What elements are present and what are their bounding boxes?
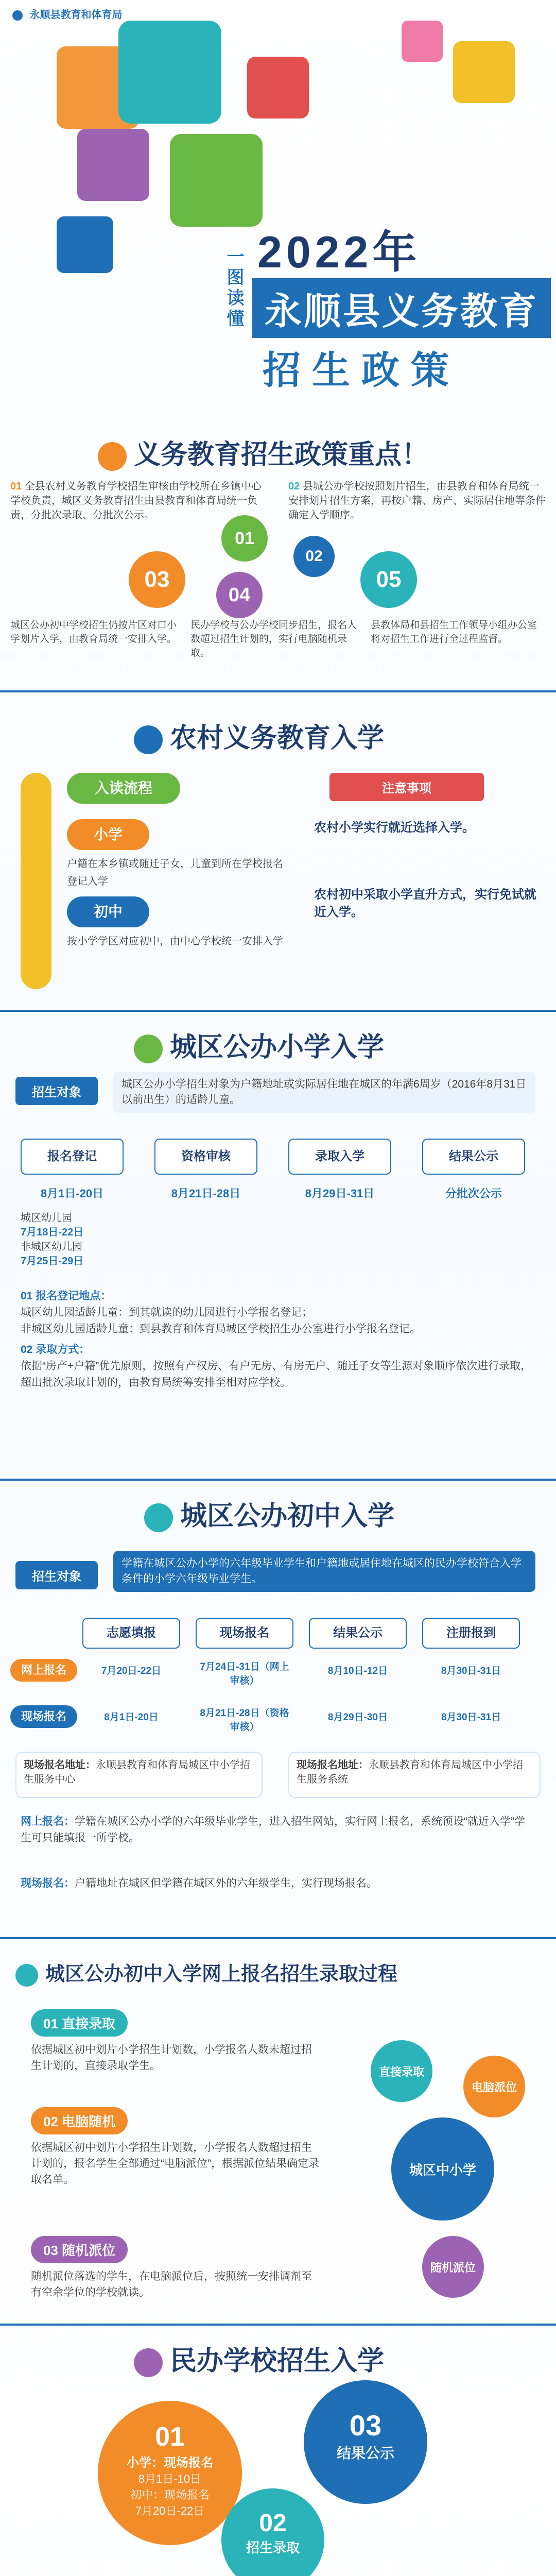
online-process-title: 城区公办初中入学网上报名招生录取过程 [15, 1958, 397, 1987]
decor-square-teal [118, 21, 221, 124]
city-primary-substeps: 城区幼儿园 7月18日-22日 非城区幼儿园 7月25日-29日 [21, 1212, 84, 1267]
rural-step-primary: 小学 [67, 819, 149, 850]
city-primary-notes: 01 报名登记地点： 城区幼儿园适龄儿童：到其就读的幼儿园进行小学报名登记； 非城区幼儿园适龄儿童：到县教育和体育局城区学校招生办公室进行小学报名登记。 02 录取方式： 依据“房产+户籍”优先原则，按照有产权房、有户无房、有房无户、随迁子女等生源对象顺序依次进行录取，超出批次录取计划的，由教育局统筹安排至相对应学校。 [21, 1290, 532, 1388]
online-diagram-item-3: 随机派位 [422, 2236, 484, 2298]
online-diagram-item-1: 直接录取 [371, 2040, 432, 2102]
rural-attention-2: 农村初中采取小学直升方式，实行免试就近入学。 [314, 888, 536, 919]
highlight-2: 02 县城公办学校按照划片招生，由县教育和体育局统一安排划片招生方案，再按户籍、房产、实际居住地等条件确定入学顺序。 [288, 481, 546, 521]
school-icon [134, 725, 163, 754]
badge-icon [98, 442, 127, 471]
city-primary-step-4: 结果公示 [422, 1139, 525, 1175]
private-title: 民办学校招生入学 [134, 2339, 384, 2378]
divider [0, 690, 556, 692]
header-year: 2022年 [257, 228, 421, 277]
rural-middle-note: 按小学学区对应初中，由中心学校统一安排入学 [67, 936, 283, 947]
online-step-2: 02 电脑随机 依据城区初中划片小学招生计划数，小学报名人数超过招生计划的，报名学生全部通过“电脑派位”，根据派位结果确定录取名单。 [31, 2107, 319, 2188]
city-primary-step-3: 录取入学 [288, 1139, 391, 1175]
city-primary-title: 城区公办小学入学 [134, 1025, 384, 1064]
city-middle-row2-date-4: 8月30日-31日 [441, 1712, 501, 1723]
school-icon [134, 1035, 163, 1063]
decor-square-blue [57, 216, 113, 273]
rural-attention-1: 农村小学实行就近选择入学。 [314, 821, 475, 835]
decor-square-red [247, 57, 309, 118]
decor-square-yellow [453, 41, 515, 103]
vertical-tag: 一图读懂 [224, 247, 244, 330]
city-middle-step-3: 结果公示 [309, 1618, 407, 1649]
rural-title: 农村义务教育入学 [134, 716, 384, 755]
city-primary-date-2: 8月21日-28日 [171, 1187, 241, 1200]
city-middle-row1-date-4: 8月30日-31日 [441, 1666, 501, 1676]
city-middle-row1-date-1: 7月20日-22日 [101, 1666, 162, 1676]
rural-primary-note: 户籍在本乡镇或随迁子女，儿童到所在学校报名登记入学 [67, 858, 283, 887]
online-diagram-center: 城区中小学 [391, 2117, 494, 2221]
city-middle-row2-date-2: 8月21日-28日（资格审核） [200, 1708, 289, 1733]
private-circle-2: 02 招生录取 [221, 2488, 324, 2576]
brand-header [0, 0, 556, 24]
city-primary-target-text: 城区公办小学招生对象为户籍地址或实际居住地在城区的年满6周岁（2016年8月31日以前出生）的适龄儿童。 [113, 1072, 535, 1113]
city-primary-date-3: 8月29日-31日 [305, 1187, 375, 1200]
highlight-circle-05: 05 [360, 551, 417, 608]
private-circle-3: 03 结果公示 [304, 2380, 427, 2504]
brand-name: 永顺县教育和体育局 [29, 9, 123, 21]
city-middle-row1-date-2: 7月24日-31日（网上审核） [200, 1662, 289, 1686]
city-primary-step-1: 报名登记 [21, 1139, 124, 1175]
brand-logo-icon [12, 10, 23, 21]
city-primary-target-label: 招生对象 [15, 1077, 98, 1105]
city-middle-target-text: 学籍在城区公办小学的六年级毕业学生和户籍地或居住地在城区的民办学校符合入学条件的小学六年级毕业学生。 [113, 1551, 535, 1592]
highlights-title: 义务教育招生政策重点！ [98, 433, 428, 471]
header-title: 永顺县义务教育 [252, 278, 551, 338]
city-middle-address-1: 现场报名地址：永顺县教育和体育局城区中小学招生服务中心 [15, 1752, 263, 1798]
school-icon [144, 1503, 173, 1532]
divider [0, 1010, 556, 1012]
city-middle-row1-label: 网上报名 [10, 1659, 77, 1682]
highlight-1: 01 全县农村义务教育学校招生审核由学校所在乡镇中心学校负责，城区义务教育招生由县教育和体育局统一负责，分批次录取、分批次公示。 [10, 481, 262, 521]
city-middle-row2-date-1: 8月1日-20日 [104, 1712, 159, 1723]
rural-step-middle: 初中 [67, 896, 149, 927]
gear-icon [15, 1964, 38, 1987]
city-middle-onsite: 现场报名：户籍地址在城区但学籍在城区外的六年级学生，实行现场报名。 [21, 1877, 377, 1889]
online-step-1: 01 直接录取 依据城区初中划片小学招生计划数，小学报名人数未超过招生计划的，直接录取学生。 [31, 2009, 319, 2074]
private-circle-1: 01 小学：现场报名 8月1日-10日 初中：现场报名 7月20日-22日 [98, 2401, 242, 2545]
city-middle-row1-date-3: 8月10日-12日 [327, 1666, 388, 1676]
city-middle-online: 网上报名：学籍在城区公办小学的六年级毕业学生，进入招生网站，实行网上报名，系统预设“就近入学”学生可只能填报一所学校。 [21, 1816, 525, 1844]
city-primary-date-4: 分批次公示 [445, 1187, 502, 1200]
decor-square-purple [77, 129, 149, 201]
online-diagram-item-2: 电脑派位 [463, 2056, 525, 2117]
city-middle-step-1: 志愿填报 [82, 1618, 180, 1649]
highlight-circle-02: 02 [293, 536, 335, 577]
online-step-3: 03 随机派位 随机派位落选的学生，在电脑派位后，按照统一安排调剂至有空余学位的学校就读。 [31, 2236, 319, 2300]
divider [0, 1937, 556, 1939]
decor-square-green [170, 134, 263, 227]
highlight-circle-04: 04 [216, 572, 263, 618]
highlight-5-text: 县教体局和县招生工作领导小组办公室将对招生工作进行全过程监督。 [371, 620, 537, 645]
city-middle-step-2: 现场报名 [196, 1618, 293, 1649]
highlight-circle-03: 03 [129, 551, 185, 608]
highlight-4-text: 民办学校与公办学校同步招生，报名人数超过招生计划的，实行电脑随机录取。 [190, 620, 357, 658]
divider [0, 1479, 556, 1481]
divider [0, 2324, 556, 2326]
header-subtitle: 招生政策 [263, 349, 460, 392]
city-middle-target-label: 招生对象 [15, 1561, 98, 1589]
highlight-3-text: 城区公办初中学校招生仍按片区对口小学划片入学，由教育局统一安排入学。 [10, 620, 177, 645]
city-middle-title: 城区公办初中入学 [144, 1494, 394, 1533]
rural-step-flow: 入读流程 [67, 773, 180, 804]
city-primary-step-2: 资格审核 [154, 1139, 257, 1175]
pencil-icon [21, 773, 51, 989]
city-middle-step-4: 注册报到 [422, 1618, 520, 1649]
decor-square-pink [402, 21, 443, 62]
city-middle-row2-label: 现场报名 [10, 1705, 77, 1728]
rural-attention-title: 注意事项 [329, 773, 484, 801]
highlight-circle-01: 01 [221, 515, 268, 562]
city-middle-address-2: 现场报名地址：永顺县教育和体育局城区中小学招生服务系统 [288, 1752, 541, 1798]
school-icon [134, 2348, 163, 2377]
city-middle-row2-date-3: 8月29日-30日 [327, 1712, 388, 1723]
city-primary-date-1: 8月1日-20日 [40, 1187, 104, 1200]
